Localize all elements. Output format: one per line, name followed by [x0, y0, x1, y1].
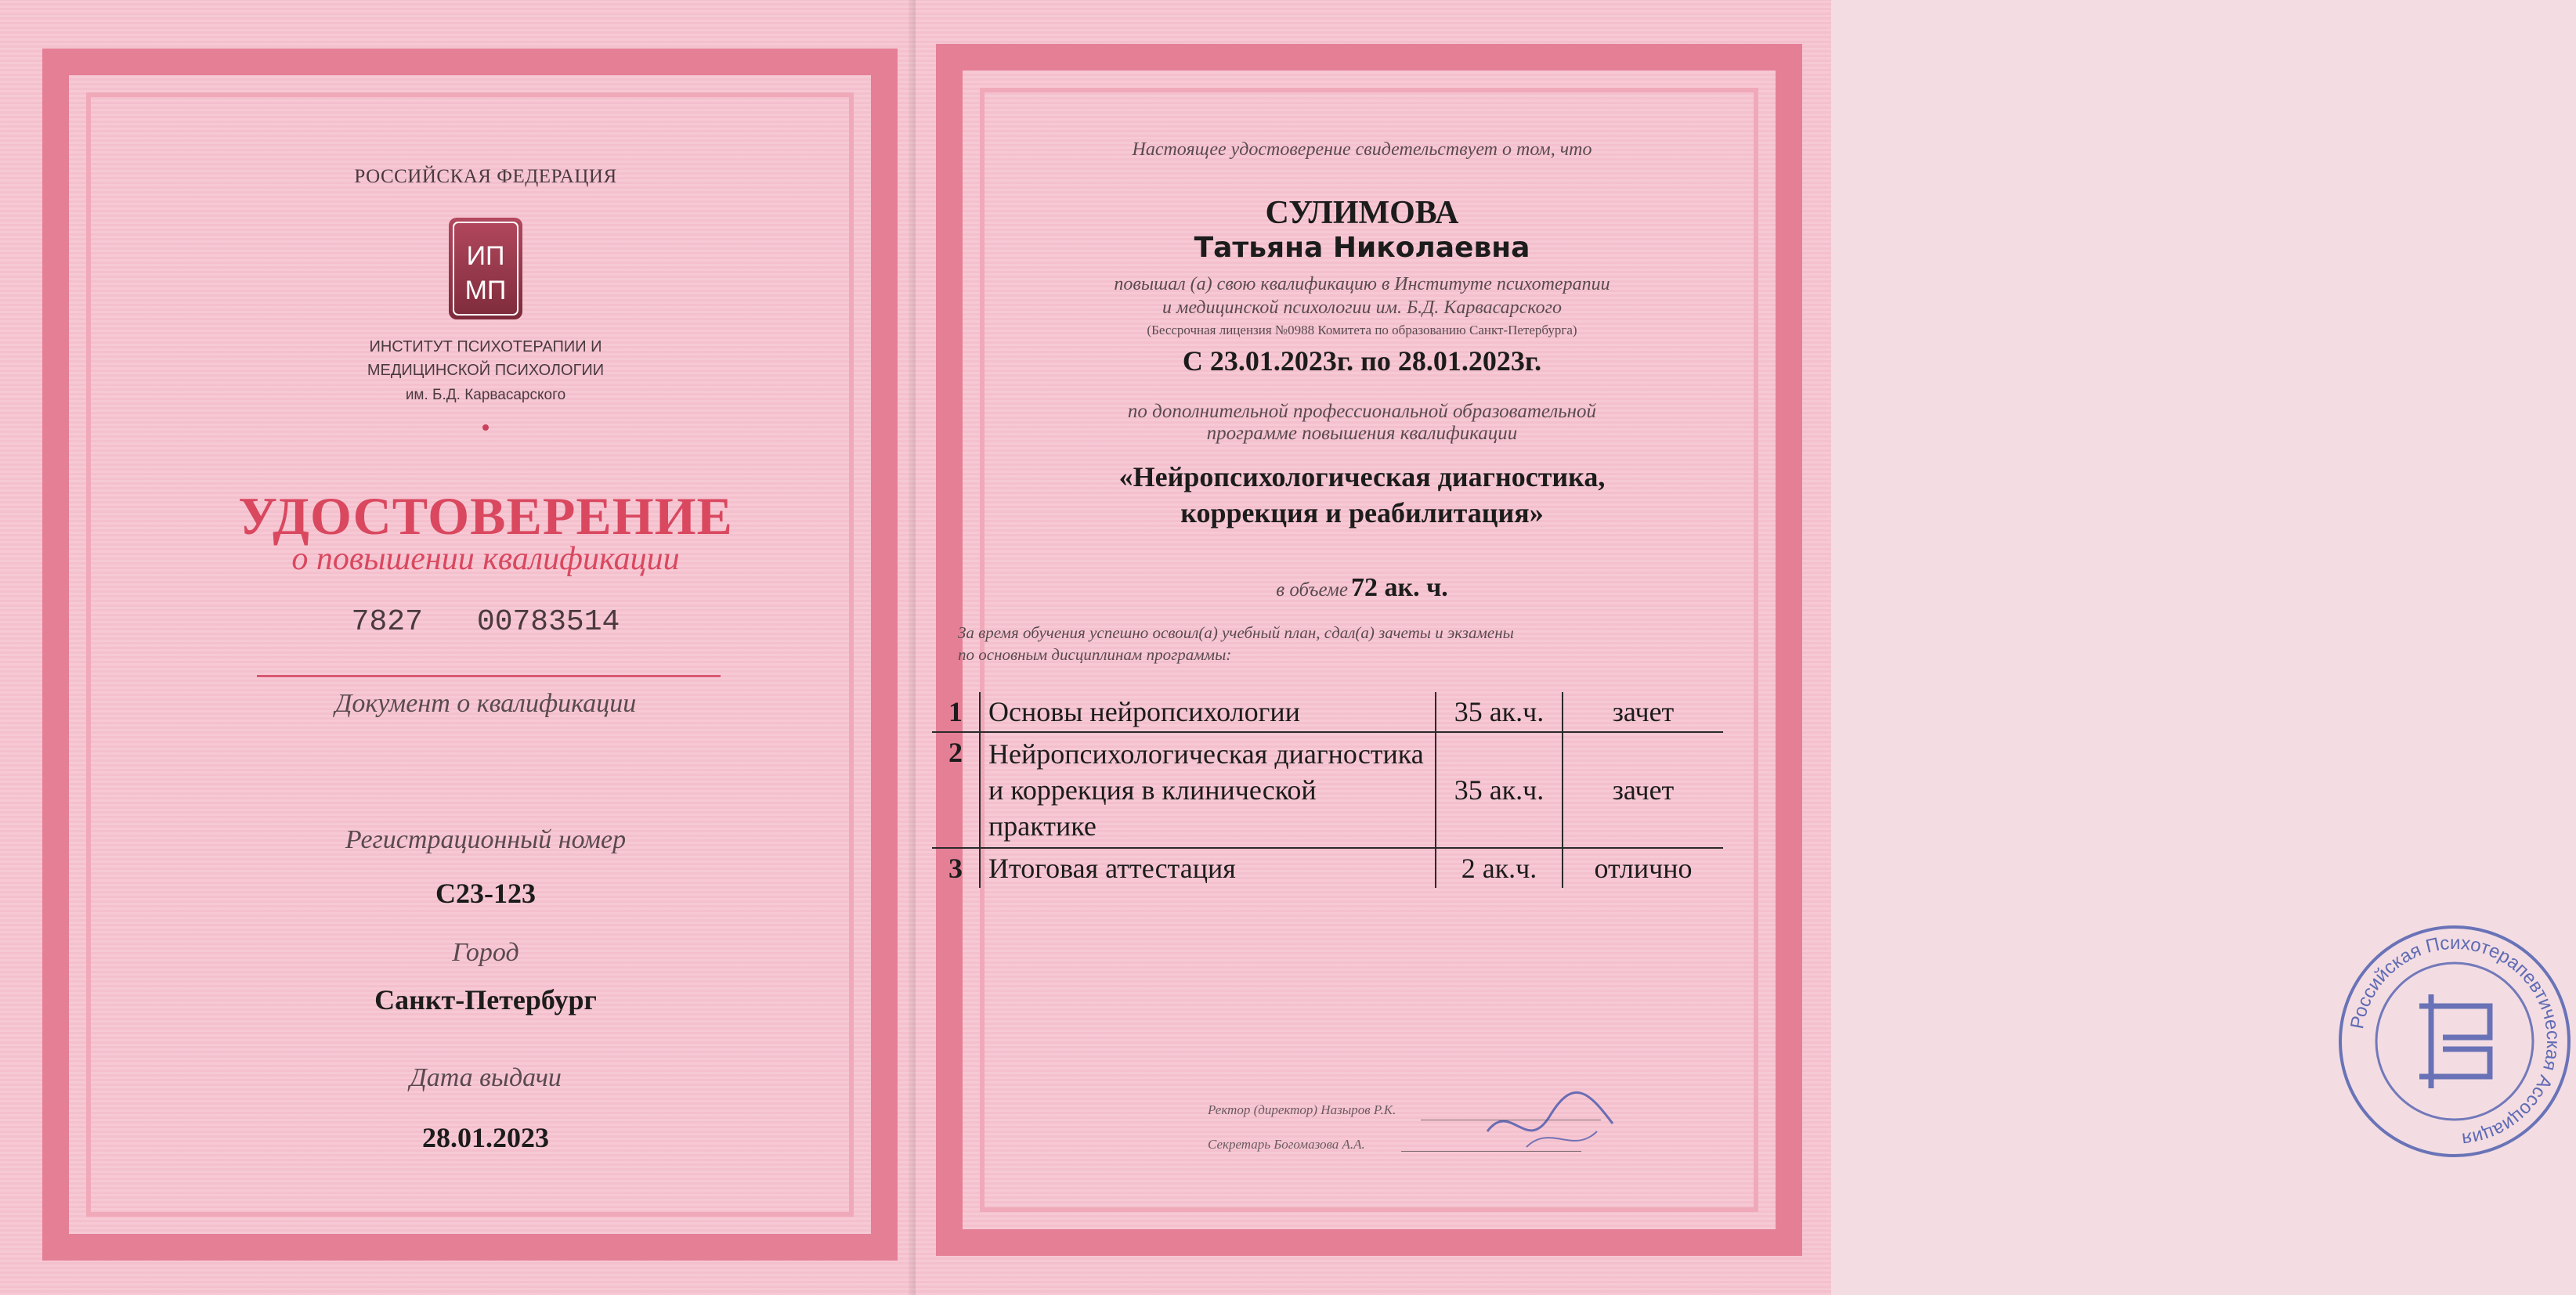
handwritten-signature — [1479, 1077, 1620, 1163]
logo-top-letters: ИП — [466, 241, 505, 271]
city-label: Город — [452, 938, 519, 967]
discipline-hours: 35 ак.ч. — [1436, 692, 1563, 732]
program-title-line2: коррекция и реабилитация» — [1180, 497, 1544, 528]
discipline-result: зачет — [1612, 774, 1675, 806]
left-page — [0, 0, 916, 1295]
discipline-number: 3 — [932, 848, 980, 888]
city-value: Санкт-Петербург — [374, 984, 597, 1015]
qualification-line1: повышал (а) свою квалификацию в Институте психотерапии — [1114, 274, 1610, 294]
intro-text: Настоящее удостоверение свидетельствует о том, что — [1132, 139, 1592, 160]
seal-stamp — [2333, 920, 2576, 1163]
serial-number — [235, 603, 736, 639]
institute-name-line1: ИНСТИТУТ ПСИХОТЕРАПИИ И — [369, 338, 602, 355]
document-subtitle: о повышении квалификации — [291, 541, 680, 577]
table-row — [932, 692, 1723, 732]
qualification-line2: и медицинской психологии им. Б.Д. Карвасарского — [1162, 298, 1562, 318]
discipline-name: Итоговая аттестация — [980, 848, 1436, 888]
discipline-hours: 2 ак.ч. — [1436, 848, 1563, 888]
completion-line2: по основным дисциплинам программы: — [958, 645, 1232, 664]
discipline-number: 1 — [932, 692, 980, 732]
discipline-name: Основы нейропсихологии — [980, 692, 1436, 732]
ipmp-logo-icon — [449, 218, 522, 319]
holder-surname: СУЛИМОВА — [1265, 195, 1459, 231]
stamp-text: Российская Психотерапевтическая Ассоциация — [2347, 932, 2564, 1150]
right-page — [916, 0, 2564, 1295]
discipline-result: отлично — [1594, 853, 1693, 884]
rector-label: Ректор (директор) Назыров Р.К. — [1208, 1102, 1396, 1117]
issue-date-label: Дата выдачи — [410, 1063, 562, 1092]
program-title-line1: «Нейропсихологическая диагностика, — [1118, 461, 1606, 492]
study-period: С 23.01.2023г. по 28.01.2023г. — [1182, 345, 1542, 377]
document-type: Документ о квалификации — [334, 689, 637, 718]
secretary-label: Секретарь Богомазова А.А. — [1208, 1137, 1365, 1152]
holder-given-names: Татьяна Николаевна — [1194, 232, 1530, 264]
country-label: РОССИЙСКАЯ ФЕДЕРАЦИЯ — [354, 166, 617, 187]
institute-name-line2: МЕДИЦИНСКОЙ ПСИХОЛОГИИ — [367, 362, 605, 379]
serial-number-value: 00783514 — [476, 605, 620, 639]
registration-label: Регистрационный номер — [345, 825, 627, 854]
stamp-emblem-icon — [2419, 994, 2490, 1088]
serial-series: 7827 — [351, 605, 423, 639]
table-row — [932, 848, 1723, 888]
institute-name-line3: им. Б.Д. Карвасарского — [405, 387, 566, 403]
discipline-result: зачет — [1612, 696, 1675, 727]
discipline-number: 2 — [932, 732, 980, 848]
completion-line1: За время обучения успешно освоил(а) учебный план, сдал(а) зачеты и экзамены — [958, 623, 1514, 642]
registration-value: С23-123 — [435, 878, 536, 909]
disciplines-table — [932, 692, 1723, 888]
discipline-hours: 35 ак.ч. — [1436, 732, 1563, 848]
discipline-name: Нейропсихологическая диагностика и коррекция в клинической практике — [980, 732, 1436, 848]
red-dot-divider — [482, 424, 489, 431]
issue-date-value: 28.01.2023 — [422, 1122, 549, 1153]
volume-row — [1010, 573, 1714, 603]
logo-bottom-letters: МП — [464, 276, 507, 305]
license-note: (Бессрочная лицензия №0988 Комитета по образованию Санкт-Петербурга) — [1147, 323, 1577, 337]
institute-logo — [449, 218, 522, 319]
volume-value: 72 ак. ч. — [1350, 573, 1448, 602]
table-row — [932, 732, 1723, 848]
title-underline — [257, 675, 721, 677]
volume-label: в объеме — [1276, 579, 1348, 601]
document-title: УДОСТОВЕРЕНИЕ — [238, 486, 733, 546]
program-line2: программе повышения квалификации — [1206, 423, 1518, 444]
program-line1: по дополнительной профессиональной образовательной — [1127, 401, 1597, 422]
